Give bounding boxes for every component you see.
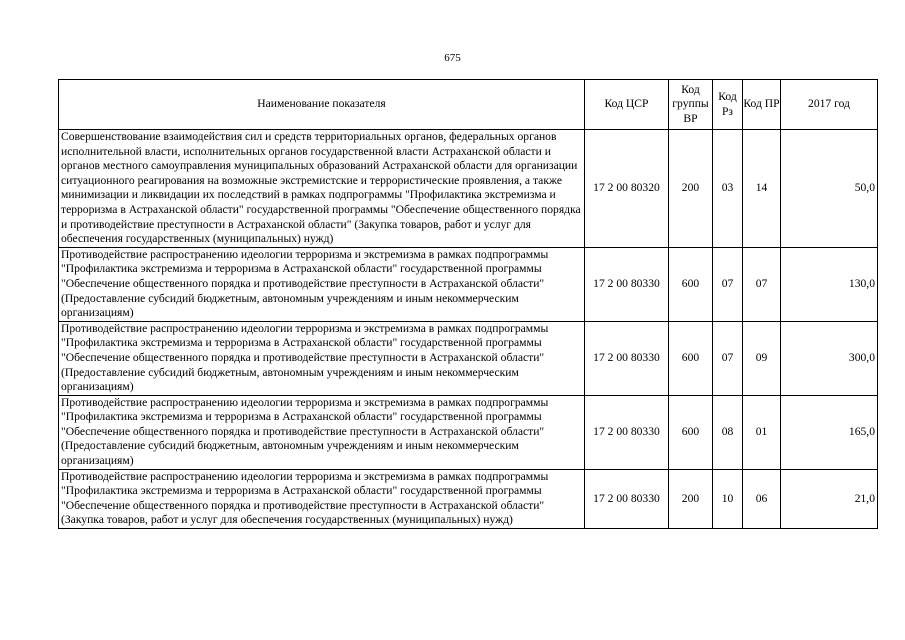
row-group-vr: 600 [669,321,713,395]
row-pr: 09 [743,321,781,395]
header-year: 2017 год [781,80,878,130]
row-group-vr: 600 [669,247,713,321]
row-value: 300,0 [781,321,878,395]
page-number: 675 [444,52,461,64]
row-csr: 17 2 00 80320 [585,130,669,248]
row-rz: 10 [713,469,743,528]
header-group-vr: Код группы ВР [669,80,713,130]
row-group-vr: 200 [669,469,713,528]
header-name: Наименование показателя [59,80,585,130]
row-csr: 17 2 00 80330 [585,321,669,395]
row-name: Совершенствование взаимодействия сил и средств территориальных органов, федеральных органов исполнительной власти, исполнительных органов государственной власти Астраханской области и органов местного самоуправления муниципальных образований Астраханской области для организации ситуационного реагирования на возможные экстремистские и террористические проявления, а также минимизации и ликвидации их последствий в рамках подпрограммы "Профилактика экстремизма и терроризма в Астраханской области" государственной программы "Обеспечение общественного порядка и противодействие преступности в Астраханской области" (Закупка товаров, работ и услуг для обеспечения государственных (муниципальных) нужд) [59,130,585,248]
row-group-vr: 600 [669,395,713,469]
row-value: 165,0 [781,395,878,469]
row-value: 130,0 [781,247,878,321]
row-value: 50,0 [781,130,878,248]
row-pr: 06 [743,469,781,528]
row-csr: 17 2 00 80330 [585,469,669,528]
row-csr: 17 2 00 80330 [585,247,669,321]
row-name: Противодействие распространению идеологии терроризма и экстремизма в рамках подпрограммы "Профилактика экстремизма и терроризма в Астраханской области" государственной программы "Обеспечение общественного порядка и противодействие преступности в Астраханской области" (Закупка товаров, работ и услуг для обеспечения государственных (муниципальных) нужд) [59,469,585,528]
row-pr: 01 [743,395,781,469]
row-rz: 07 [713,247,743,321]
header-rz: Код Рз [713,80,743,130]
row-value: 21,0 [781,469,878,528]
table-row [59,130,878,248]
table-row [59,321,878,395]
row-name: Противодействие распространению идеологии терроризма и экстремизма в рамках подпрограммы "Профилактика экстремизма и терроризма в Астраханской области" государственной программы "Обеспечение общественного порядка и противодействие преступности в Астраханской области" (Предоставление субсидий бюджетным, автономным учреждениям и иным некоммерческим организациям) [59,247,585,321]
row-name: Противодействие распространению идеологии терроризма и экстремизма в рамках подпрограммы "Профилактика экстремизма и терроризма в Астраханской области" государственной программы "Обеспечение общественного порядка и противодействие преступности в Астраханской области" (Предоставление субсидий бюджетным, автономным учреждениям и иным некоммерческим организациям) [59,395,585,469]
row-rz: 08 [713,395,743,469]
row-name: Противодействие распространению идеологии терроризма и экстремизма в рамках подпрограммы "Профилактика экстремизма и терроризма в Астраханской области" государственной программы "Обеспечение общественного порядка и противодействие преступности в Астраханской области" (Предоставление субсидий бюджетным, автономным учреждениям и иным некоммерческим организациям) [59,321,585,395]
row-rz: 03 [713,130,743,248]
row-group-vr: 200 [669,130,713,248]
row-pr: 14 [743,130,781,248]
table-row [59,247,878,321]
header-csr: Код ЦСР [585,80,669,130]
row-pr: 07 [743,247,781,321]
header-pr: Код ПР [743,80,781,130]
table-row [59,395,878,469]
table-header-row [59,80,878,130]
row-rz: 07 [713,321,743,395]
budget-table [58,79,878,529]
row-csr: 17 2 00 80330 [585,395,669,469]
table-row [59,469,878,528]
